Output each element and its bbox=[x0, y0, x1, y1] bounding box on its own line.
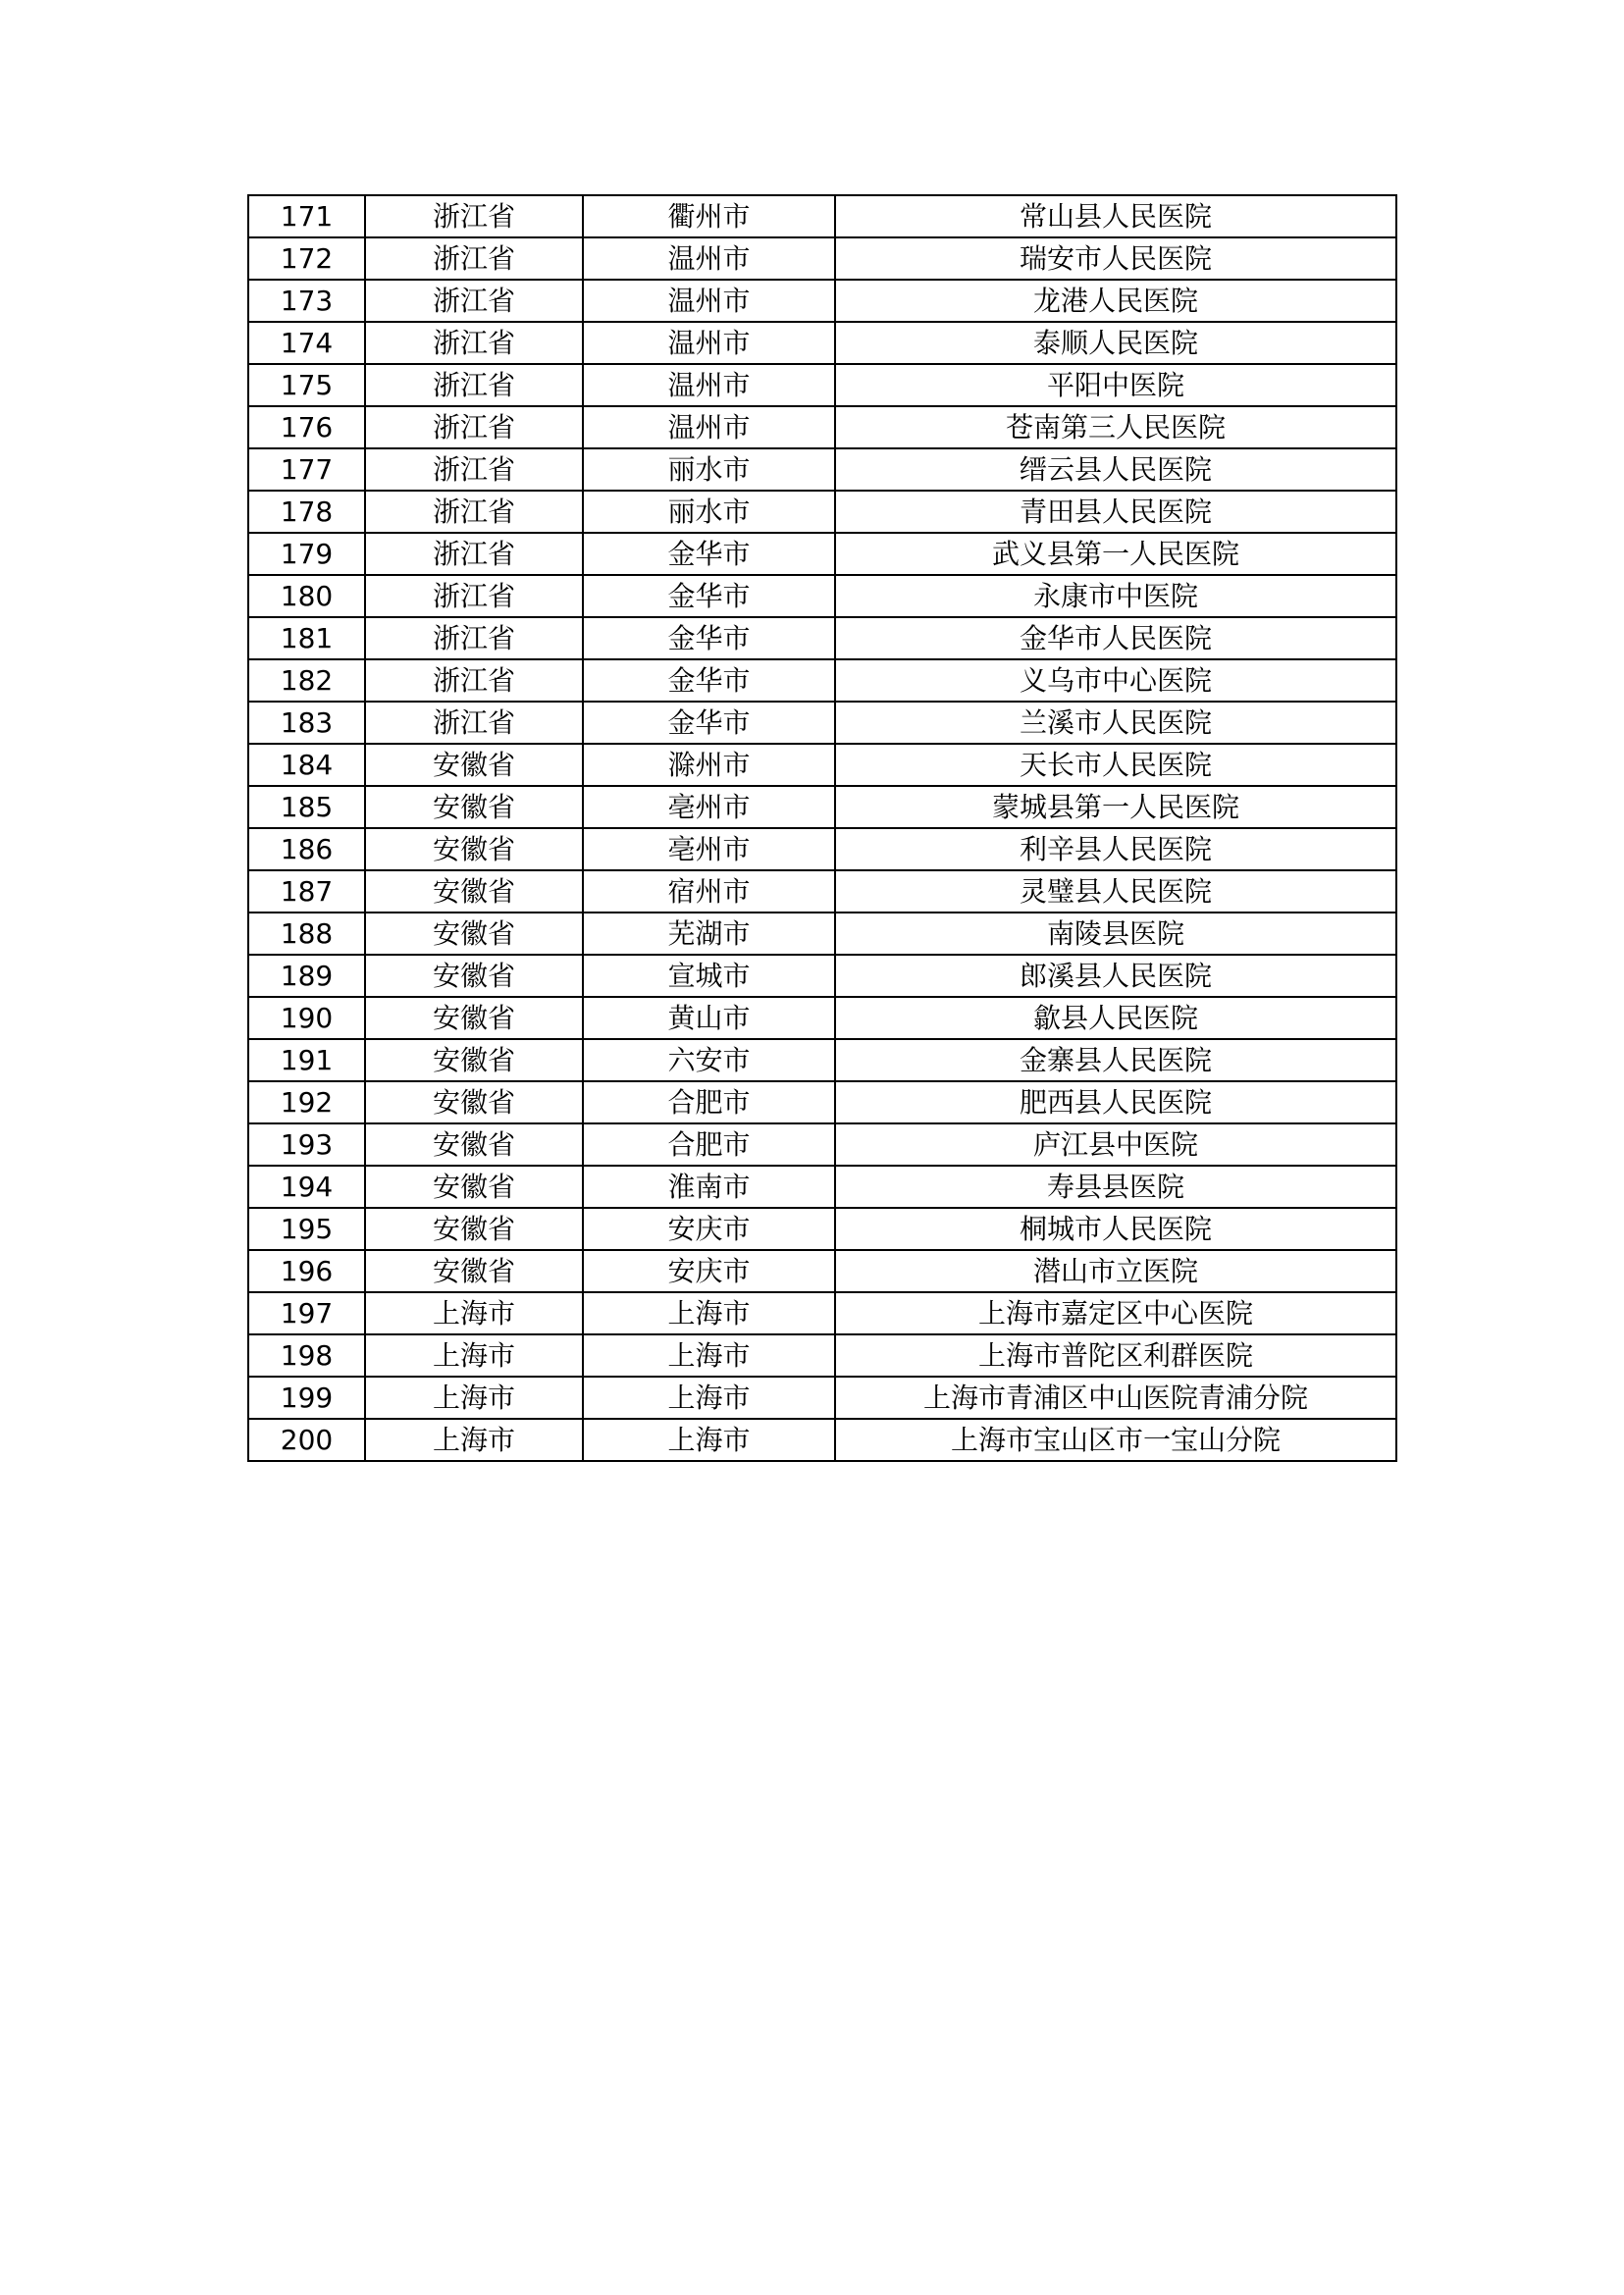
table-row bbox=[248, 533, 1396, 575]
row-number-cell: 200 bbox=[248, 1419, 365, 1461]
city-cell: 滁州市 bbox=[583, 744, 835, 786]
table-row bbox=[248, 448, 1396, 491]
table-row bbox=[248, 702, 1396, 744]
table-row bbox=[248, 237, 1396, 280]
city-cell: 金华市 bbox=[583, 617, 835, 659]
table-row bbox=[248, 1039, 1396, 1081]
table-row bbox=[248, 828, 1396, 870]
hospital-name-cell: 郎溪县人民医院 bbox=[835, 955, 1396, 997]
city-cell: 亳州市 bbox=[583, 828, 835, 870]
row-number-cell: 177 bbox=[248, 448, 365, 491]
row-number-cell: 194 bbox=[248, 1166, 365, 1208]
city-cell: 安庆市 bbox=[583, 1208, 835, 1250]
hospital-name-cell: 寿县县医院 bbox=[835, 1166, 1396, 1208]
city-cell: 芜湖市 bbox=[583, 913, 835, 955]
hospital-name-cell: 上海市宝山区市一宝山分院 bbox=[835, 1419, 1396, 1461]
province-cell: 浙江省 bbox=[365, 448, 583, 491]
city-cell: 宣城市 bbox=[583, 955, 835, 997]
city-cell: 宿州市 bbox=[583, 870, 835, 913]
province-cell: 浙江省 bbox=[365, 575, 583, 617]
hospital-name-cell: 常山县人民医院 bbox=[835, 195, 1396, 237]
table-row bbox=[248, 955, 1396, 997]
city-cell: 淮南市 bbox=[583, 1166, 835, 1208]
table-row bbox=[248, 1123, 1396, 1166]
city-cell: 金华市 bbox=[583, 702, 835, 744]
hospital-name-cell: 潜山市立医院 bbox=[835, 1250, 1396, 1292]
hospital-name-cell: 上海市普陀区利群医院 bbox=[835, 1334, 1396, 1377]
row-number-cell: 185 bbox=[248, 786, 365, 828]
row-number-cell: 197 bbox=[248, 1292, 365, 1334]
row-number-cell: 183 bbox=[248, 702, 365, 744]
hospital-name-cell: 金寨县人民医院 bbox=[835, 1039, 1396, 1081]
city-cell: 丽水市 bbox=[583, 491, 835, 533]
hospital-list-table bbox=[247, 194, 1397, 1462]
city-cell: 上海市 bbox=[583, 1292, 835, 1334]
city-cell: 丽水市 bbox=[583, 448, 835, 491]
hospital-name-cell: 瑞安市人民医院 bbox=[835, 237, 1396, 280]
province-cell: 浙江省 bbox=[365, 237, 583, 280]
hospital-name-cell: 歙县人民医院 bbox=[835, 997, 1396, 1039]
province-cell: 浙江省 bbox=[365, 491, 583, 533]
hospital-name-cell: 龙港人民医院 bbox=[835, 280, 1396, 322]
row-number-cell: 190 bbox=[248, 997, 365, 1039]
province-cell: 安徽省 bbox=[365, 1081, 583, 1123]
row-number-cell: 193 bbox=[248, 1123, 365, 1166]
province-cell: 浙江省 bbox=[365, 702, 583, 744]
province-cell: 安徽省 bbox=[365, 828, 583, 870]
city-cell: 黄山市 bbox=[583, 997, 835, 1039]
province-cell: 安徽省 bbox=[365, 1250, 583, 1292]
city-cell: 上海市 bbox=[583, 1377, 835, 1419]
hospital-name-cell: 蒙城县第一人民医院 bbox=[835, 786, 1396, 828]
province-cell: 安徽省 bbox=[365, 1123, 583, 1166]
province-cell: 浙江省 bbox=[365, 659, 583, 702]
table-row bbox=[248, 997, 1396, 1039]
table-row bbox=[248, 280, 1396, 322]
province-cell: 浙江省 bbox=[365, 533, 583, 575]
table-row bbox=[248, 322, 1396, 364]
table-row bbox=[248, 575, 1396, 617]
hospital-name-cell: 缙云县人民医院 bbox=[835, 448, 1396, 491]
row-number-cell: 179 bbox=[248, 533, 365, 575]
province-cell: 浙江省 bbox=[365, 195, 583, 237]
province-cell: 安徽省 bbox=[365, 997, 583, 1039]
table-row bbox=[248, 786, 1396, 828]
hospital-name-cell: 上海市嘉定区中心医院 bbox=[835, 1292, 1396, 1334]
row-number-cell: 195 bbox=[248, 1208, 365, 1250]
city-cell: 金华市 bbox=[583, 533, 835, 575]
city-cell: 上海市 bbox=[583, 1334, 835, 1377]
province-cell: 安徽省 bbox=[365, 955, 583, 997]
hospital-name-cell: 桐城市人民医院 bbox=[835, 1208, 1396, 1250]
row-number-cell: 176 bbox=[248, 406, 365, 448]
hospital-name-cell: 南陵县医院 bbox=[835, 913, 1396, 955]
hospital-name-cell: 义乌市中心医院 bbox=[835, 659, 1396, 702]
city-cell: 温州市 bbox=[583, 406, 835, 448]
table-row bbox=[248, 617, 1396, 659]
row-number-cell: 186 bbox=[248, 828, 365, 870]
row-number-cell: 189 bbox=[248, 955, 365, 997]
row-number-cell: 175 bbox=[248, 364, 365, 406]
city-cell: 六安市 bbox=[583, 1039, 835, 1081]
row-number-cell: 191 bbox=[248, 1039, 365, 1081]
row-number-cell: 171 bbox=[248, 195, 365, 237]
row-number-cell: 173 bbox=[248, 280, 365, 322]
hospital-name-cell: 青田县人民医院 bbox=[835, 491, 1396, 533]
table-row bbox=[248, 1292, 1396, 1334]
city-cell: 金华市 bbox=[583, 575, 835, 617]
hospital-name-cell: 利辛县人民医院 bbox=[835, 828, 1396, 870]
row-number-cell: 180 bbox=[248, 575, 365, 617]
row-number-cell: 192 bbox=[248, 1081, 365, 1123]
province-cell: 浙江省 bbox=[365, 364, 583, 406]
hospital-name-cell: 永康市中医院 bbox=[835, 575, 1396, 617]
table-row bbox=[248, 1081, 1396, 1123]
province-cell: 安徽省 bbox=[365, 1208, 583, 1250]
row-number-cell: 174 bbox=[248, 322, 365, 364]
hospital-name-cell: 武义县第一人民医院 bbox=[835, 533, 1396, 575]
city-cell: 温州市 bbox=[583, 364, 835, 406]
row-number-cell: 198 bbox=[248, 1334, 365, 1377]
city-cell: 温州市 bbox=[583, 280, 835, 322]
row-number-cell: 188 bbox=[248, 913, 365, 955]
hospital-list-body bbox=[248, 195, 1396, 1461]
table-row bbox=[248, 1166, 1396, 1208]
province-cell: 安徽省 bbox=[365, 1039, 583, 1081]
table-row bbox=[248, 1334, 1396, 1377]
hospital-name-cell: 肥西县人民医院 bbox=[835, 1081, 1396, 1123]
table-row bbox=[248, 659, 1396, 702]
city-cell: 上海市 bbox=[583, 1419, 835, 1461]
province-cell: 安徽省 bbox=[365, 744, 583, 786]
province-cell: 浙江省 bbox=[365, 406, 583, 448]
table-row bbox=[248, 491, 1396, 533]
row-number-cell: 181 bbox=[248, 617, 365, 659]
hospital-name-cell: 苍南第三人民医院 bbox=[835, 406, 1396, 448]
hospital-name-cell: 天长市人民医院 bbox=[835, 744, 1396, 786]
row-number-cell: 182 bbox=[248, 659, 365, 702]
province-cell: 安徽省 bbox=[365, 1166, 583, 1208]
row-number-cell: 199 bbox=[248, 1377, 365, 1419]
table-row bbox=[248, 913, 1396, 955]
city-cell: 安庆市 bbox=[583, 1250, 835, 1292]
hospital-name-cell: 兰溪市人民医院 bbox=[835, 702, 1396, 744]
province-cell: 上海市 bbox=[365, 1377, 583, 1419]
hospital-name-cell: 平阳中医院 bbox=[835, 364, 1396, 406]
city-cell: 合肥市 bbox=[583, 1081, 835, 1123]
city-cell: 合肥市 bbox=[583, 1123, 835, 1166]
table-row bbox=[248, 1419, 1396, 1461]
row-number-cell: 196 bbox=[248, 1250, 365, 1292]
province-cell: 上海市 bbox=[365, 1419, 583, 1461]
city-cell: 温州市 bbox=[583, 322, 835, 364]
table-row bbox=[248, 870, 1396, 913]
table-row bbox=[248, 744, 1396, 786]
city-cell: 金华市 bbox=[583, 659, 835, 702]
row-number-cell: 184 bbox=[248, 744, 365, 786]
hospital-name-cell: 泰顺人民医院 bbox=[835, 322, 1396, 364]
hospital-name-cell: 金华市人民医院 bbox=[835, 617, 1396, 659]
table-row bbox=[248, 406, 1396, 448]
table-row bbox=[248, 364, 1396, 406]
province-cell: 上海市 bbox=[365, 1334, 583, 1377]
city-cell: 温州市 bbox=[583, 237, 835, 280]
province-cell: 浙江省 bbox=[365, 280, 583, 322]
row-number-cell: 172 bbox=[248, 237, 365, 280]
province-cell: 安徽省 bbox=[365, 913, 583, 955]
province-cell: 安徽省 bbox=[365, 786, 583, 828]
hospital-name-cell: 庐江县中医院 bbox=[835, 1123, 1396, 1166]
city-cell: 亳州市 bbox=[583, 786, 835, 828]
row-number-cell: 187 bbox=[248, 870, 365, 913]
hospital-name-cell: 灵璧县人民医院 bbox=[835, 870, 1396, 913]
province-cell: 安徽省 bbox=[365, 870, 583, 913]
province-cell: 上海市 bbox=[365, 1292, 583, 1334]
table-row bbox=[248, 1250, 1396, 1292]
table-row bbox=[248, 195, 1396, 237]
province-cell: 浙江省 bbox=[365, 617, 583, 659]
city-cell: 衢州市 bbox=[583, 195, 835, 237]
hospital-name-cell: 上海市青浦区中山医院青浦分院 bbox=[835, 1377, 1396, 1419]
province-cell: 浙江省 bbox=[365, 322, 583, 364]
table-row bbox=[248, 1208, 1396, 1250]
row-number-cell: 178 bbox=[248, 491, 365, 533]
table-row bbox=[248, 1377, 1396, 1419]
